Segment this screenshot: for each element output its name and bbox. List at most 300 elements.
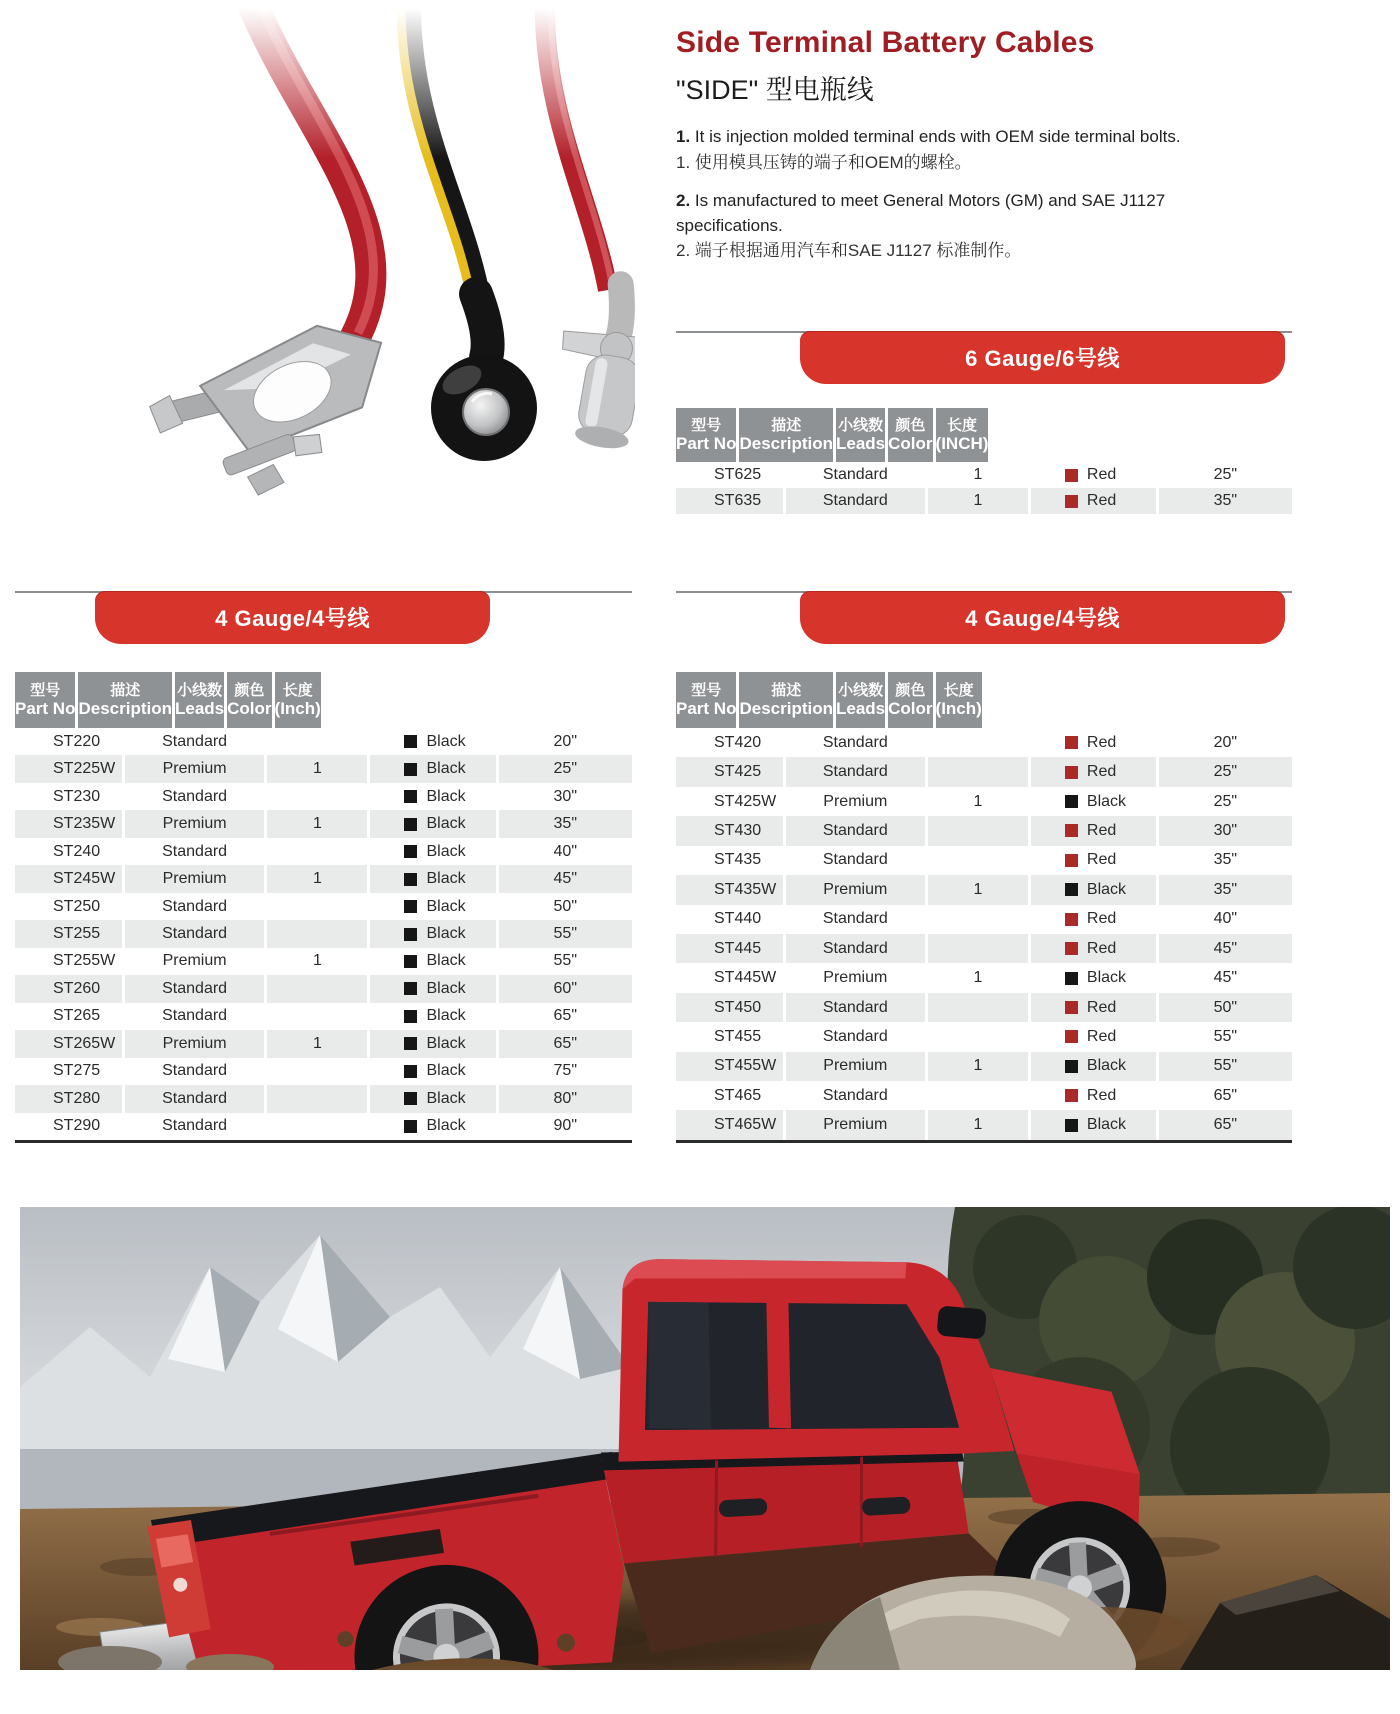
feature-text-en [676,189,1276,238]
table-row [676,993,1292,1022]
description-cell: Premium [122,810,265,837]
length-cell: 80" [496,1085,632,1112]
color-cell [1028,1081,1156,1110]
color-label: Black [426,1034,466,1052]
color-swatch [404,1065,417,1078]
leads-cell [925,1081,1028,1110]
length-cell: 55" [1156,1022,1292,1051]
feature-item [676,125,1276,175]
product-info [676,26,1276,278]
header-label-cn: 小线数 [177,681,223,699]
leads-cell [264,1113,367,1140]
description-cell: Standard [783,846,925,875]
description-cell: Premium [122,948,265,975]
length-cell: 45" [496,865,632,892]
length-cell: 20" [496,728,632,755]
section-banner-4-gauge-left: 4 Gauge/4号线 [95,591,490,644]
description-cell: Standard [783,757,925,786]
part-no-cell: ST290 [53,1117,101,1135]
leads-cell: 1 [925,1052,1028,1081]
part-no-cell: ST255W [53,952,116,970]
table-header-cell [736,672,833,728]
color-label: Black [1086,792,1127,810]
table-header-row [676,672,1292,728]
color-label: Black [426,1062,466,1080]
leads-cell [264,893,367,920]
leads-cell [264,975,367,1002]
description-cell: Standard [783,993,925,1022]
description-cell: Premium [783,1110,925,1139]
color-swatch [404,982,417,995]
color-label: Black [426,760,466,778]
color-swatch [1065,1060,1078,1073]
length-cell: 40" [1156,905,1292,934]
color-cell [367,783,495,810]
table-header-cell [833,672,885,728]
header-label-cn: 长度 [282,681,313,699]
color-label: Black [426,897,466,915]
table-row [676,462,1292,488]
header-label-cn: 长度 [946,416,977,434]
length-cell: 35" [1156,846,1292,875]
color-label: Black [426,870,466,888]
leads-cell: 1 [925,963,1028,992]
color-swatch [404,763,417,776]
table-row [676,1110,1292,1139]
table-body [15,728,632,1140]
length-cell: 25" [1156,462,1292,488]
color-cell [1028,1022,1156,1051]
length-cell: 65" [496,1003,632,1030]
table-row [676,816,1292,845]
leads-cell: 1 [264,948,367,975]
table-header-cell [75,672,172,728]
table-row [15,1058,632,1085]
leads-cell [264,1085,367,1112]
table-header-cell [885,672,932,728]
feature-item [676,189,1276,264]
leads-cell [264,838,367,865]
header-label-en: Color [888,698,933,718]
header-label-cn: 颜色 [234,681,265,699]
header-label-cn: 描述 [771,416,802,434]
color-cell [367,1113,495,1140]
description-cell: Standard [122,1003,265,1030]
part-no-cell: ST430 [714,821,762,839]
feature-text-cn: 2. 端子根据通用汽车和SAE J1127 标准制作。 [676,241,1022,261]
page-subtitle: "SIDE" 型电瓶线 [676,75,874,105]
top-post-terminal [140,312,409,516]
feature-list [676,125,1276,264]
color-swatch [404,735,417,748]
length-cell: 45" [1156,963,1292,992]
table-row [676,1081,1292,1110]
leads-cell [264,1003,367,1030]
color-label: Black [426,1007,466,1025]
color-swatch [1065,1001,1078,1014]
part-no-cell: ST260 [53,979,101,997]
color-swatch [1065,766,1078,779]
table-row [676,963,1292,992]
description-cell: Standard [783,1022,925,1051]
header-label-cn: 长度 [943,681,974,699]
color-cell [1028,1110,1156,1139]
description-cell: Standard [783,728,925,757]
leads-cell [925,816,1028,845]
header-label-cn: 小线数 [838,681,884,699]
color-label: Black [426,925,466,943]
color-label: Red [1086,851,1117,869]
part-no-cell: ST455 [714,1027,762,1045]
leads-cell: 1 [925,462,1028,488]
description-cell: Premium [783,1052,925,1081]
color-cell [367,920,495,947]
part-no-cell: ST265 [53,1007,101,1025]
color-swatch [404,1010,417,1023]
color-label: Red [1086,1027,1117,1045]
header-label-cn: 描述 [771,681,802,699]
color-cell [367,1003,495,1030]
table-header-cell [676,672,736,728]
header-label-en: Part No [676,698,737,718]
color-cell [1028,816,1156,845]
color-swatch [404,1120,417,1133]
color-swatch [404,900,417,913]
feature-number: 2. [676,191,691,211]
header-label-en: (INCH) [935,433,989,453]
part-no-cell: ST625 [714,466,762,483]
header-label-cn: 小线数 [838,416,884,434]
color-label: Red [1086,763,1117,781]
table-body [676,462,1292,514]
header-label-en: Part No [15,698,76,718]
table-row [15,810,632,837]
part-no-cell: ST230 [53,787,101,805]
color-swatch [1065,736,1078,749]
feature-number: 1. [676,127,691,146]
leads-cell [264,1058,367,1085]
length-cell: 30" [1156,816,1292,845]
color-cell [367,728,495,755]
color-label: Black [1086,880,1127,898]
color-label: Red [1086,910,1117,928]
color-swatch [404,928,417,941]
color-label: Red [1086,466,1117,483]
length-cell: 35" [496,810,632,837]
leads-cell [264,920,367,947]
leads-cell: 1 [264,755,367,782]
description-cell: Premium [783,787,925,816]
part-no-cell: ST465 [714,1086,762,1104]
header-label-en: Part No [676,433,737,453]
color-swatch [1065,469,1078,482]
table-row [676,905,1292,934]
table-header-cell [885,408,932,462]
table-header-cell [933,672,982,728]
leads-cell: 1 [264,865,367,892]
part-no-cell: ST425 [714,763,762,781]
color-label: Black [426,1089,466,1107]
table-row [676,757,1292,786]
description-cell: Premium [783,875,925,904]
part-no-cell: ST235W [53,815,116,833]
length-cell: 65" [496,1030,632,1057]
table-header-cell [224,672,271,728]
feature-english: Is manufactured to meet General Motors (GM) and SAE J1127 specifications. [676,191,1166,235]
part-no-cell: ST425W [714,792,777,810]
section-banner-6-gauge: 6 Gauge/6号线 [800,331,1285,384]
table-header-cell [933,408,989,462]
color-cell [1028,757,1156,786]
color-swatch [1065,854,1078,867]
length-cell: 75" [496,1058,632,1085]
header-label-cn: 颜色 [895,416,926,434]
color-label: Red [1086,733,1117,751]
part-no-cell: ST420 [714,733,762,751]
length-cell: 65" [1156,1081,1292,1110]
table-header-row [676,408,1292,462]
length-cell: 30" [496,783,632,810]
gray-side-terminal [545,276,635,458]
leads-cell [264,728,367,755]
color-swatch [404,873,417,886]
part-no-cell: ST250 [53,897,101,915]
part-no-cell: ST280 [53,1089,101,1107]
table-row [676,1052,1292,1081]
description-cell: Standard [783,934,925,963]
table-header-cell [676,408,736,462]
color-cell [367,865,495,892]
header-label-en: Color [888,433,933,453]
leads-cell: 1 [264,1030,367,1057]
leads-cell [925,905,1028,934]
description-cell: Standard [122,1085,265,1112]
color-cell [367,975,495,1002]
leads-cell: 1 [925,875,1028,904]
length-cell: 20" [1156,728,1292,757]
description-cell: Standard [122,1058,265,1085]
color-swatch [1065,1089,1078,1102]
table-row [15,755,632,782]
length-cell: 25" [1156,757,1292,786]
color-label: Red [1086,998,1117,1016]
table-row [15,948,632,975]
part-no-cell: ST445W [714,969,777,987]
part-no-cell: ST465W [714,1116,777,1134]
description-cell: Standard [783,905,925,934]
length-cell: 25" [496,755,632,782]
part-no-cell: ST265W [53,1034,116,1052]
color-cell [1028,787,1156,816]
header-label-cn: 描述 [110,681,141,699]
length-cell: 65" [1156,1110,1292,1139]
color-label: Black [426,1117,466,1135]
description-cell: Standard [783,462,925,488]
battery-cables-illustration [90,8,635,556]
description-cell: Standard [122,975,265,1002]
length-cell: 35" [1156,488,1292,514]
length-cell: 55" [496,948,632,975]
header-label-en: Leads [836,698,886,718]
color-swatch [1065,1119,1078,1132]
table-row [15,1085,632,1112]
table-header-cell [736,408,833,462]
leads-cell [925,757,1028,786]
trees [948,1207,1391,1537]
black-side-terminal [431,355,537,461]
color-cell [367,1030,495,1057]
header-label-cn: 颜色 [895,681,926,699]
color-label: Black [426,732,466,750]
header-label-cn: 型号 [691,416,722,434]
description-cell: Standard [783,1081,925,1110]
parts-table-4-gauge-right [676,672,1292,1143]
table-row [676,728,1292,757]
header-label-en: Leads [175,698,225,718]
color-swatch [1065,824,1078,837]
color-cell [1028,963,1156,992]
table-row [676,1022,1292,1051]
description-cell: Premium [122,755,265,782]
description-cell: Standard [122,838,265,865]
color-cell [367,893,495,920]
part-no-cell: ST275 [53,1062,101,1080]
table-header-cell [272,672,321,728]
table-row [15,975,632,1002]
page-title: Side Terminal Battery Cables [676,26,1095,59]
table-row [15,893,632,920]
color-label: Black [426,979,466,997]
color-swatch [1065,495,1078,508]
length-cell: 45" [1156,934,1292,963]
header-label-en: (Inch) [935,698,982,718]
color-swatch [404,1092,417,1105]
color-label: Red [1086,492,1117,509]
color-cell [1028,846,1156,875]
description-cell: Premium [783,963,925,992]
table-row [676,787,1292,816]
red-pickup-illustration [20,1207,1390,1670]
description-cell: Standard [122,728,265,755]
length-cell: 55" [1156,1052,1292,1081]
color-cell [367,838,495,865]
table-row [676,846,1292,875]
part-no-cell: ST240 [53,842,101,860]
description-cell: Premium [122,1030,265,1057]
parts-table-6-gauge [676,408,1292,514]
header-label-en: Color [227,698,272,718]
table-row [15,783,632,810]
description-cell: Standard [122,893,265,920]
color-cell [1028,488,1156,514]
table-row [15,838,632,865]
color-cell [1028,728,1156,757]
color-cell [1028,905,1156,934]
leads-cell [925,728,1028,757]
color-label: Red [1086,939,1117,957]
part-no-cell: ST225W [53,760,116,778]
header-label-en: Leads [836,433,886,453]
table-row [15,1030,632,1057]
part-no-cell: ST440 [714,910,762,928]
color-cell [367,948,495,975]
description-cell: Standard [122,1113,265,1140]
leads-cell [925,934,1028,963]
feature-text-cn: 1. 使用模具压铸的端子和OEM的螺栓。 [676,152,972,172]
leads-cell [925,846,1028,875]
description-cell: Standard [122,920,265,947]
color-cell [1028,993,1156,1022]
color-cell [367,1085,495,1112]
leads-cell: 1 [925,1110,1028,1139]
color-swatch [1065,972,1078,985]
length-cell: 35" [1156,875,1292,904]
header-label-en: Description [739,698,833,718]
header-label-en: Description [739,433,833,453]
color-cell [1028,1052,1156,1081]
color-swatch [404,955,417,968]
leads-cell [925,993,1028,1022]
color-swatch [1065,942,1078,955]
part-no-cell: ST220 [53,732,101,750]
header-label-cn: 型号 [691,681,722,699]
color-cell [367,1058,495,1085]
table-header-cell [172,672,224,728]
leads-cell [264,783,367,810]
part-no-cell: ST450 [714,998,762,1016]
part-no-cell: ST435 [714,851,762,869]
product-image-battery-cables [90,8,635,556]
table-row [676,934,1292,963]
length-cell: 55" [496,920,632,947]
color-swatch [404,790,417,803]
color-swatch [404,845,417,858]
color-label: Red [1086,821,1117,839]
part-no-cell: ST635 [714,492,762,509]
color-swatch [1065,1030,1078,1043]
table-header-cell [833,408,885,462]
table-row [15,1003,632,1030]
part-no-cell: ST255 [53,925,101,943]
header-label-en: Description [78,698,172,718]
header-label-en: (Inch) [274,698,321,718]
description-cell: Standard [783,488,925,514]
table-row [15,920,632,947]
table-row [676,875,1292,904]
description-cell: Premium [122,865,265,892]
section-banner-4-gauge-right: 4 Gauge/4号线 [800,591,1285,644]
color-cell [367,810,495,837]
length-cell: 50" [496,893,632,920]
table-row [15,1113,632,1140]
parts-table-4-gauge-left [15,672,632,1143]
color-label: Black [426,787,466,805]
length-cell: 25" [1156,787,1292,816]
leads-cell: 1 [925,488,1028,514]
color-label: Black [426,815,466,833]
color-cell [1028,875,1156,904]
leads-cell: 1 [264,810,367,837]
truck-photo [20,1207,1390,1670]
leads-cell: 1 [925,787,1028,816]
length-cell: 60" [496,975,632,1002]
table-row [15,728,632,755]
color-label: Black [1086,969,1127,987]
length-cell: 50" [1156,993,1292,1022]
length-cell: 40" [496,838,632,865]
table-row [15,865,632,892]
color-label: Red [1086,1086,1117,1104]
